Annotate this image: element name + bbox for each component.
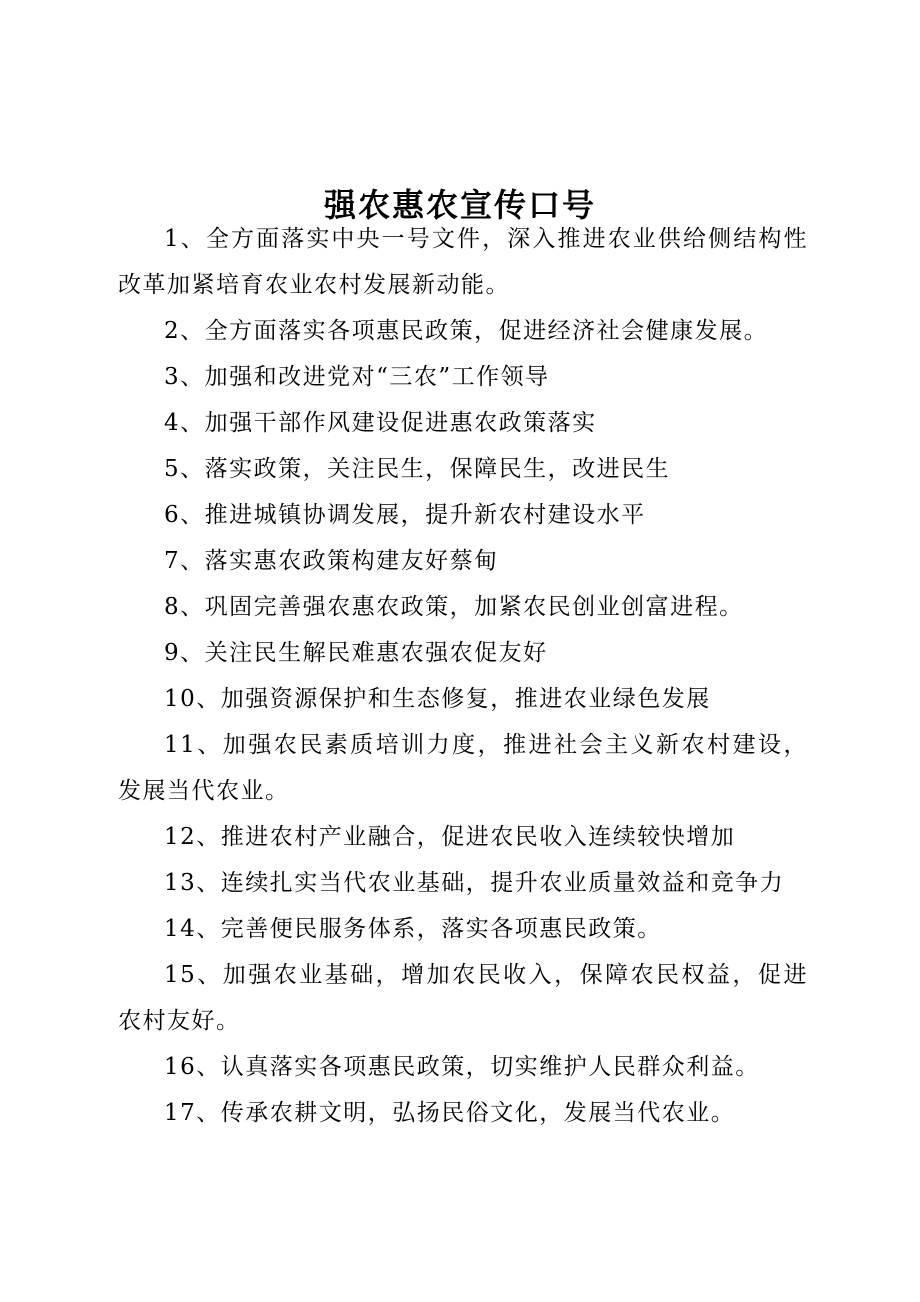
slogan-item-16: 16、认真落实各项惠民政策，切实维护人民群众利益。 — [164, 1054, 760, 1080]
slogan-item-5: 5、落实政策，关注民生，保障民生，改进民生 — [164, 456, 671, 482]
slogan-item-3: 3、加强和改进党对“三农”工作领导 — [164, 364, 550, 390]
slogan-item-17: 17、传承农耕文明，弘扬民俗文化，发展当代农业。 — [164, 1100, 736, 1126]
slogan-item-6: 6、推进城镇协调发展，提升新农村建设水平 — [164, 502, 646, 528]
slogan-item-15: 15、加强农业基础，增加农民收入，保障农民权益，促进农村友好。 — [118, 962, 808, 1034]
slogan-item-14: 14、完善便民服务体系，落实各项惠民政策。 — [164, 916, 662, 942]
slogan-item-4: 4、加强干部作风建设促进惠农政策落实 — [164, 410, 597, 436]
slogan-item-10: 10、加强资源保护和生态修复，推进农业绿色发展 — [164, 686, 711, 712]
slogan-item-1: 1、全方面落实中央一号文件，深入推进农业供给侧结构性改革加紧培育农业农村发展新动能。 — [118, 226, 808, 298]
slogan-item-13: 13、连续扎实当代农业基础，提升农业质量效益和竞争力 — [164, 870, 785, 896]
slogan-item-11: 11、加强农民素质培训力度，推进社会主义新农村建设，发展当代农业。 — [118, 732, 808, 804]
document-title: 强农惠农宣传口号 — [323, 186, 596, 225]
slogan-item-7: 7、落实惠农政策构建友好蔡甸 — [164, 548, 499, 574]
slogan-item-9: 9、关注民生解民难惠农强农促友好 — [164, 640, 548, 666]
slogan-item-8: 8、巩固完善强农惠农政策，加紧农民创业创富进程。 — [164, 594, 744, 620]
slogan-list — [118, 216, 808, 1136]
slogan-item-2: 2、全方面落实各项惠民政策，促进经济社会健康发展。 — [164, 318, 769, 344]
slogan-item-12: 12、推进农村产业融合，促进农民收入连续较快增加 — [164, 824, 736, 850]
